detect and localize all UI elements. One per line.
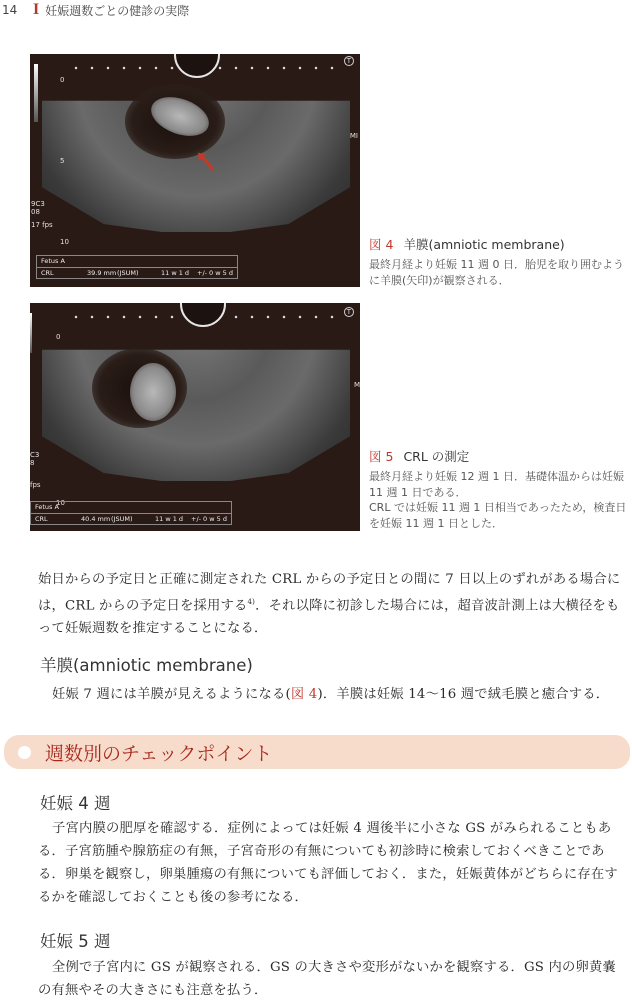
- figure-4-ultrasound-image: [30, 54, 360, 287]
- subheading-amniotic-membrane: 羊膜(amniotic membrane): [38, 652, 261, 678]
- mi-label: M: [353, 381, 360, 389]
- measure-value: 40.4 mm: [81, 515, 111, 523]
- ultrasound-fan: [42, 321, 350, 481]
- running-header: [0, 0, 632, 20]
- gestational-age: 11 w 1 d: [155, 515, 184, 523]
- measurement-box: [36, 255, 238, 279]
- figure-caption-line: CRL では妊娠 11 週 1 日相当であったため，検査日を妊娠 11 週 1 日とした．: [369, 501, 627, 530]
- figure-caption-line: 最終月経より妊娠 12 週 1 日．基礎体温からは妊娠 11 週 1 日である．: [369, 470, 624, 499]
- fps-label: 17 fps: [31, 221, 53, 229]
- body-paragraph: 始日からの予定日と正確に測定された CRL からの予定日との間に 7 日以上のずれがある場合には，CRL からの予定日を採用する$^{4)}$．それ以降に初診した場合には，超音波計測上は大横径をもって妊娠週数を推定することになる．: [38, 572, 621, 637]
- depth-mark: 0: [56, 333, 61, 341]
- chapter-title: 妊娠週数ごとの健診の実際: [45, 3, 190, 18]
- measure-name: CRL: [41, 269, 54, 277]
- subheading-week-5: 妊娠 5 週: [38, 928, 119, 954]
- measure-value: 39.9 mm: [87, 269, 117, 277]
- figure-label: 図 4: [369, 237, 394, 252]
- figure-5-caption: [369, 447, 631, 531]
- measure-method: (JSUM): [117, 269, 139, 277]
- amnion-paragraph: 妊娠 7 週には羊膜が見えるようになる(図 4)．羊膜は妊娠 14～16 週で絨毛膜と癒合する．: [52, 687, 610, 702]
- section-title: 週数別のチェックポイント: [45, 742, 273, 765]
- depth-mark: 10: [56, 499, 65, 507]
- week-4-paragraph: 子宮内膜の肥厚を確認する．症例によっては妊娠 4 週後半に小さな GS がみられることもある．子宮筋腫や腺筋症の有無，子宮奇形の有無についても初診時に検索しておくべきことである．卵巣を観察し，卵巣腫瘍の有無についても評価しておく．また，妊娠黄体がどちらに存在するかを確認しておくことも後の参考になる．: [38, 821, 618, 905]
- fetus: [130, 363, 176, 421]
- citation: 4): [247, 598, 256, 606]
- page-number: 14: [2, 3, 18, 17]
- fps-label: fps: [30, 481, 41, 489]
- week-5-paragraph: 全例で子宮内に GS が観察される．GS の大きさや変形がないかを観察する．GS 内の卵黄嚢の有無やその大きさにも注意を払う．: [38, 960, 616, 998]
- bullet-icon: [18, 746, 31, 759]
- subheading-week-4: 妊娠 4 週: [38, 790, 119, 816]
- orientation-marker: T: [344, 307, 354, 317]
- measure-name: CRL: [35, 515, 48, 523]
- chapter-numeral: I: [33, 1, 40, 18]
- figure-5-ultrasound-image: [30, 303, 360, 531]
- depth-mark: 10: [60, 238, 69, 246]
- figure-4-caption: [369, 235, 631, 288]
- figure-4-reference-link[interactable]: 図 4: [290, 687, 318, 702]
- probe-label: 9C3: [31, 200, 45, 208]
- figure-label: 図 5: [369, 449, 394, 464]
- grayscale-bar: [34, 64, 38, 122]
- fetus-label: Fetus A: [41, 257, 65, 265]
- measure-method: (JSUM): [111, 515, 133, 523]
- probe-icon: [174, 54, 220, 78]
- range: +/- 0 w 5 d: [191, 515, 227, 523]
- depth-mark: 5: [60, 157, 65, 165]
- gain-label: 8: [30, 459, 35, 467]
- figure-caption-text: 最終月経より妊娠 11 週 0 日．胎児を取り囲むように羊膜(矢印)が観察される．: [369, 258, 624, 287]
- depth-mark: 0: [60, 76, 65, 84]
- probe-icon: [180, 303, 226, 327]
- probe-label: C3: [30, 451, 40, 459]
- section-heading-checkpoints: [4, 735, 630, 769]
- orientation-marker: T: [344, 56, 354, 66]
- gain-label: 08: [31, 208, 40, 216]
- gestational-age: 11 w 1 d: [161, 269, 190, 277]
- grayscale-bar: [30, 313, 32, 353]
- figure-title: 羊膜(amniotic membrane): [403, 237, 565, 252]
- mi-label: MI: [349, 132, 358, 140]
- figure-title: CRL の測定: [403, 449, 470, 464]
- measurement-box: [30, 501, 232, 525]
- range: +/- 0 w 5 d: [197, 269, 233, 277]
- fetus-label: Fetus A: [35, 503, 59, 511]
